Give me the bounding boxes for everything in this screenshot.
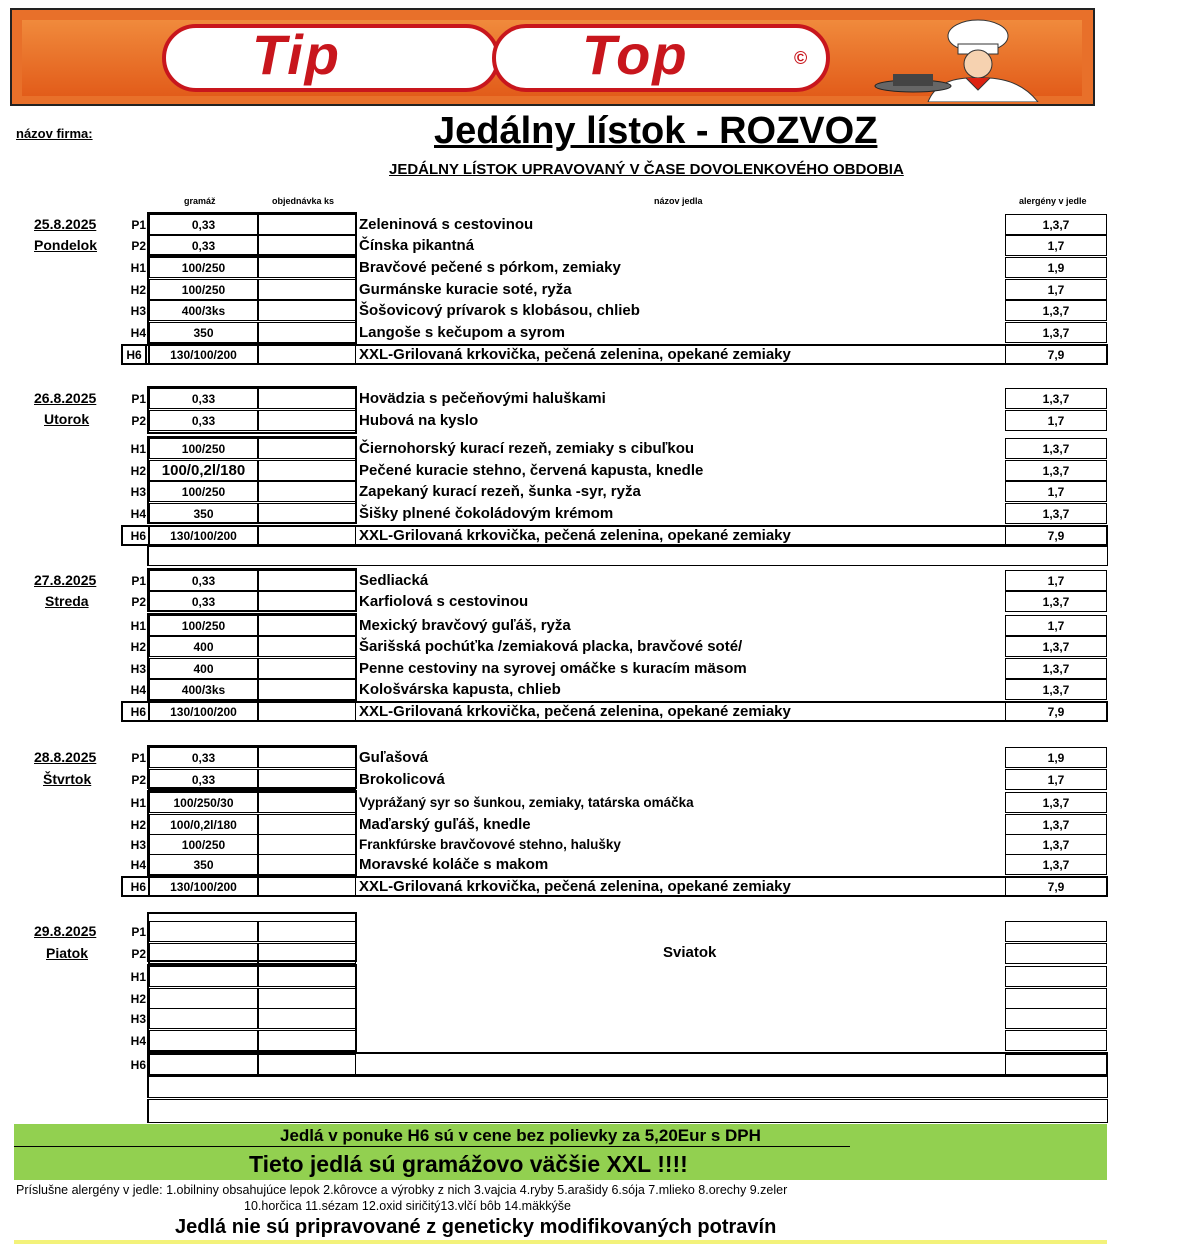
meal-name: Čiernohorský kurací rezeň, zemiaky s cibuľkou [359,440,695,457]
allergen-cell: 1,7 [1005,410,1107,431]
meal-code: H1 [130,441,146,456]
meal-code: H6 [130,879,146,894]
allergen-legend-line-2: 10.horčica 11.sézam 12.oxid siričitý13.vlčí bôb 14.mäkkýše [244,1199,572,1213]
day-date: 28.8.2025 [34,749,97,765]
meal-name: Frankfúrske bravčovové stehno, halušky [359,837,621,852]
meal-code: H3 [130,484,146,499]
day-date: 26.8.2025 [34,390,97,406]
soup-group-border [147,912,357,962]
allergen-cell: 7,9 [1005,344,1107,365]
gram-cell: 400/3ks [148,300,258,321]
meal-code: H4 [130,857,146,872]
allergen-cell: 1,3,7 [1005,636,1107,657]
allergen-cell: 1,7 [1005,570,1107,591]
order-quantity-cell[interactable] [258,701,356,722]
meal-code: H2 [130,991,146,1006]
allergen-cell [1005,966,1107,987]
allergen-cell: 1,3,7 [1005,591,1107,612]
meal-name: Vyprážaný syr so šunkou, zemiaky, tatárska omáčka [359,795,694,810]
gmo-note: Jedlá nie sú pripravované z geneticky modifikovaných potravín [175,1216,777,1238]
meal-name: XXL-Grilovaná krkovička, pečená zelenina, opekané zemiaky [359,703,791,720]
meal-code: H3 [130,837,146,852]
meal-name: Guľašová [359,749,429,766]
meal-code: P1 [131,391,146,406]
meal-name: Penne cestoviny na syrovej omáčke s kuracím mäsom [359,660,747,677]
gram-cell: 100/250 [148,834,258,855]
meal-name: Zeleninová s cestovinou [359,216,534,233]
gram-cell: 100/250 [148,615,258,636]
gram-cell: 130/100/200 [148,701,258,722]
menu-row [0,876,1182,897]
meal-code: H2 [130,463,146,478]
gram-cell: 130/100/200 [148,876,258,897]
meal-name: Sedliacká [359,572,429,589]
day-name: Piatok [46,945,89,961]
meal-code: H4 [130,506,146,521]
gram-cell: 0,33 [148,214,258,235]
meal-code: H6 [130,704,146,719]
meal-name: XXL-Grilovaná krkovička, pečená zelenina, opekané zemiaky [359,346,791,363]
column-header-alergeny: alergény v jedle [1019,196,1087,206]
meal-name: Hubová na kyslo [359,412,479,429]
column-header-nazov: názov jedla [654,196,703,206]
allergen-cell: 1,7 [1005,279,1107,300]
gram-cell: 100/250 [148,481,258,502]
gram-cell: 100/250 [148,279,258,300]
blank-row [147,546,1108,566]
allergen-cell: 1,7 [1005,615,1107,636]
allergen-cell: 7,9 [1005,701,1107,722]
order-quantity-cell[interactable] [258,525,356,546]
allergen-cell: 1,3,7 [1005,460,1107,481]
friday-h6-box [147,1052,1108,1076]
allergen-cell: 1,3,7 [1005,792,1107,813]
meal-code: P2 [131,413,146,428]
allergen-legend-line-1: Príslušne alergény v jedle: 1.obilniny obsahujúce lepok 2.kôrovce a výrobky z nich 3.vajcia 4.ryby 5.arašidy 6.sója 7.mlieko 8.orechy 9.zeler [16,1183,788,1197]
allergen-cell: 1,3,7 [1005,438,1107,459]
allergen-cell: 1,9 [1005,257,1107,278]
yellow-strip [14,1240,1107,1244]
meal-code: H6 [121,344,147,365]
meal-code: P2 [131,594,146,609]
gram-cell: 400 [148,636,258,657]
allergen-cell: 1,3,7 [1005,503,1107,524]
main-group-border [147,256,357,344]
meal-name: Karfiolová s cestovinou [359,593,529,610]
day-name: Pondelok [34,237,98,253]
soup-group-border [147,212,357,256]
meal-code: H1 [130,795,146,810]
meal-code: H4 [130,1033,146,1048]
xxl-note: Tieto jedlá sú gramážovo väčšie XXL !!!! [249,1151,688,1177]
meal-name: Šišky plnené čokoládovým krémom [359,505,614,522]
allergen-cell: 1,3,7 [1005,300,1107,321]
gram-cell: 130/100/200 [148,344,258,365]
meal-code: H1 [130,618,146,633]
gram-cell: 350 [148,503,258,524]
meal-code: H3 [130,1011,146,1026]
meal-name: Zapekaný kurací rezeň, šunka -syr, ryža [359,483,641,500]
soup-group-border [147,745,357,789]
meal-name: Moravské koláče s makom [359,856,549,873]
allergen-cell [1005,988,1107,1009]
allergen-cell: 1,3,7 [1005,679,1107,700]
allergen-cell: 1,3,7 [1005,388,1107,409]
meal-code: H1 [130,260,146,275]
blank-row [147,1099,1108,1123]
allergen-cell [1005,921,1107,942]
allergen-cell: 1,3,7 [1005,322,1107,343]
allergen-cell: 7,9 [1005,525,1107,546]
allergen-cell: 7,9 [1005,876,1107,897]
meal-name: XXL-Grilovaná krkovička, pečená zelenina, opekané zemiaky [359,878,791,895]
day-date: 29.8.2025 [34,923,97,939]
gram-cell: 0,33 [148,747,258,768]
soup-group-border [147,568,357,612]
main-group-border [147,613,357,701]
allergen-cell: 1,3,7 [1005,814,1107,835]
allergen-cell: 1,3,7 [1005,658,1107,679]
meal-code: H4 [130,325,146,340]
page-subtitle: JEDÁLNY LÍSTOK UPRAVOVANÝ V ČASE DOVOLENKOVÉHO OBDOBIA [389,161,904,178]
day-name: Štvrtok [43,771,92,787]
gram-cell: 130/100/200 [148,525,258,546]
meal-name: Čínska pikantná [359,237,475,254]
holiday-label: Sviatok [663,944,717,961]
order-quantity-cell[interactable] [258,876,356,897]
main-group-border [147,964,357,1052]
logo-text-tip: Tip [252,23,341,86]
allergen-cell [1005,1030,1107,1051]
meal-code: H3 [130,661,146,676]
meal-name: Langoše s kečupom a syrom [359,324,565,341]
gram-cell: 0,33 [148,769,258,790]
day-name: Utorok [44,411,90,427]
meal-code: P2 [131,772,146,787]
soup-group-border [147,386,357,434]
meal-name: XXL-Grilovaná krkovička, pečená zelenina, opekané zemiaky [359,527,791,544]
h6-note-underline [14,1146,850,1147]
gram-cell: 0,33 [148,410,258,431]
gram-cell: 400 [148,658,258,679]
allergen-cell: 1,3,7 [1005,834,1107,855]
meal-code: H2 [130,639,146,654]
h6-price-note: Jedlá v ponuke H6 sú v cene bez polievky za 5,20Eur s DPH [280,1126,761,1145]
meal-code: P1 [131,924,146,939]
meal-code: P1 [131,573,146,588]
allergen-cell: 1,7 [1005,769,1107,790]
meal-code: H1 [130,969,146,984]
meal-code: H4 [130,682,146,697]
column-header-objednavka: objednávka ks [272,196,335,206]
gram-cell: 350 [148,322,258,343]
meal-code: P1 [131,750,146,765]
allergen-cell [1005,943,1107,964]
meal-name: Hovädzia s pečeňovými haluškami [359,390,606,407]
meal-name: Kološvárska kapusta, chlieb [359,681,561,698]
gram-cell: 400/3ks [148,679,258,700]
meal-name: Brokolicová [359,771,445,788]
meal-code: P2 [131,238,146,253]
meal-code: H2 [130,282,146,297]
meal-name: Pečené kuracie stehno, červená kapusta, knedle [359,462,704,479]
order-quantity-cell[interactable] [258,344,356,365]
meal-code: H6 [130,1057,146,1072]
gram-cell: 100/250/30 [148,792,258,813]
meal-code: H6 [130,528,146,543]
meal-name: Bravčové pečené s pórkom, zemiaky [359,259,621,276]
gram-cell: 0,33 [148,591,258,612]
column-header-gramaz: gramáž [184,196,216,206]
gram-cell: 0,33 [148,235,258,256]
day-name: Streda [45,593,89,609]
allergen-cell: 1,3,7 [1005,854,1107,875]
registered-mark: © [794,48,808,68]
gram-cell: 100/250 [148,438,258,459]
main-group-border [147,790,357,876]
logo-text-top: Top [582,23,689,86]
day-date: 27.8.2025 [34,572,97,588]
gram-cell: 100/0,2l/180 [148,814,258,835]
gram-cell: 0,33 [148,388,258,409]
allergen-legend [16,1182,787,1214]
allergen-cell: 1,9 [1005,747,1107,768]
meal-code: H3 [130,303,146,318]
meal-name: Gurmánske kuracie soté, ryža [359,281,572,298]
gram-cell: 100/0,2l/180 [148,460,258,481]
menu-row [0,525,1182,546]
meal-name: Šošovicový prívarok s klobásou, chlieb [359,302,640,319]
chef-icon [858,16,1068,102]
gram-cell: 350 [148,854,258,875]
menu-row [0,344,1182,365]
allergen-cell: 1,7 [1005,235,1107,256]
blank-row [147,1076,1108,1098]
meal-code: P2 [131,946,146,961]
gram-cell: 0,33 [148,570,258,591]
meal-code: H2 [130,817,146,832]
tip-top-banner [10,8,1095,106]
meal-name: Šarišská pochúťka /zemiaková placka, bravčové soté/ [359,638,743,655]
allergen-cell [1005,1008,1107,1029]
allergen-cell: 1,7 [1005,481,1107,502]
firm-label: názov firma: [16,126,93,141]
meal-code: P1 [131,217,146,232]
page-title: Jedálny lístok - ROZVOZ [434,110,878,152]
meal-name: Mexický bravčový guľáš, ryža [359,617,571,634]
day-date: 25.8.2025 [34,216,97,232]
main-group-border [147,436,357,524]
allergen-cell: 1,3,7 [1005,214,1107,235]
menu-row [0,701,1182,722]
gram-cell: 100/250 [148,257,258,278]
meal-name: Maďarský guľáš, knedle [359,816,531,833]
